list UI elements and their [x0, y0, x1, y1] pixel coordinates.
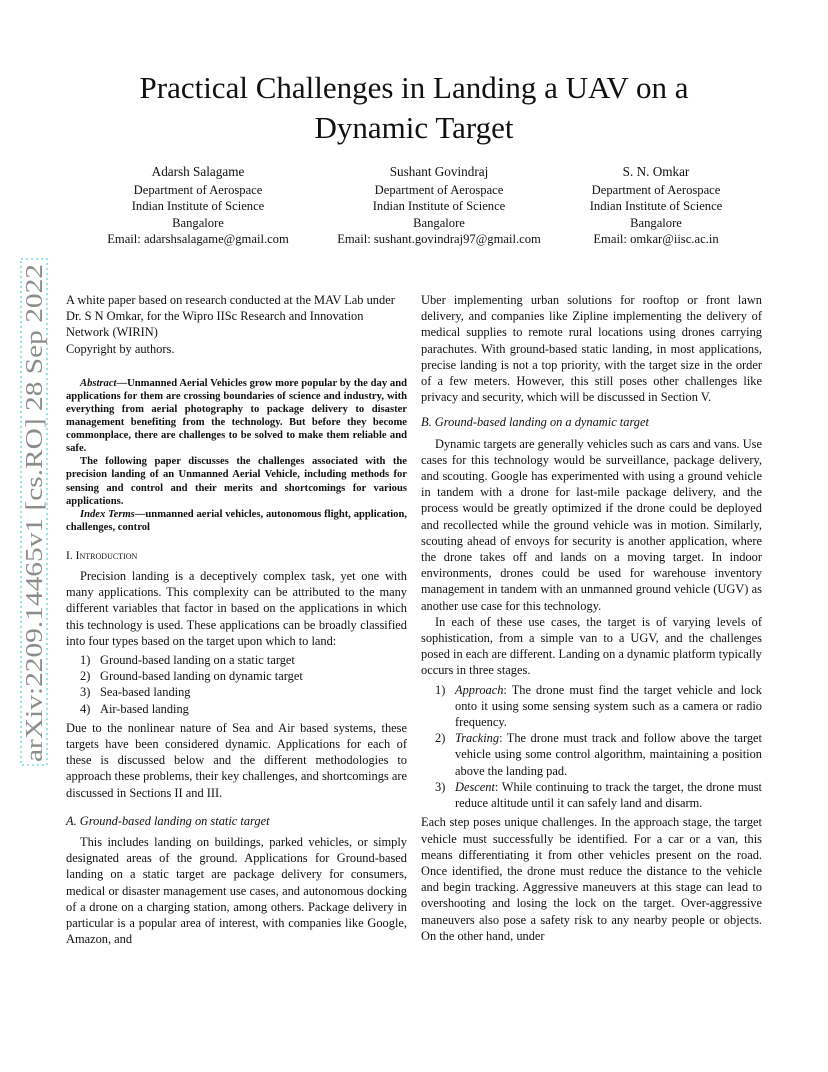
abstract-text: —Unmanned Aerial Vehicles grow more popular by the day and applications for them are crossing boundaries of science and industry, with everything from aerial photography to package delivery to disaster management benefiting from the technology. But before they become commonplace, there are challenges to be solved to make them reliable and safe. — [66, 377, 407, 455]
list-item: 2) Ground-based landing on dynamic target — [80, 669, 303, 684]
author-name: Sushant Govindraj — [389, 164, 489, 179]
arxiv-stamp-text: arXiv:2209.14465v1 [cs.RO] 28 Sep 2022 — [22, 355, 48, 762]
subsection-b-paragraph-2: In each of these use cases, the target is of varying levels of sophistication, from a simple van to a UGV, and the challenges posed in each are different. Landing on a dynamic platform typically occurs in three stages. — [421, 614, 762, 678]
left-column — [66, 292, 407, 947]
arxiv-stamp — [20, 258, 48, 766]
index-terms-text: —unmanned aerial vehicles, autonomous flight, application, challenges, control — [66, 508, 407, 533]
intro-paragraph-1: Precision landing is a deceptively complex task, yet one with many applications. This complexity can be attributed to the many different variables that factor in based on the applications in which this technology is used. These applications can be broadly classified into four types based on the target upon which to land: — [66, 568, 407, 648]
list-item: 3) Sea-based landing — [80, 685, 191, 700]
landing-types-list — [66, 652, 407, 717]
list-item: 3) Descent: While continuing to track the target, the drone must reduce altitude until it can safely land and disarm. — [435, 779, 762, 811]
list-item: 2) Tracking: The drone must track and follow above the target vehicle using some control algorithm, maintaining a position above the landing pad. — [435, 731, 762, 778]
author-city: Bangalore — [413, 215, 465, 230]
paper-title — [0, 68, 828, 148]
subsection-heading-a: A. Ground-based landing on static target — [66, 813, 270, 828]
right-column — [421, 292, 762, 944]
landing-stages-list — [421, 682, 762, 812]
author-name: Adarsh Salagame — [151, 164, 245, 179]
list-item: 1) Approach: The drone must find the target vehicle and lock onto it using some sensing system such as a camera or radio frequency. — [435, 682, 762, 730]
author-city: Bangalore — [172, 215, 224, 230]
author-city: Bangalore — [630, 215, 682, 230]
list-item: 1) Ground-based landing on a static target — [80, 652, 295, 667]
author-dept: Department of Aerospace — [133, 182, 263, 197]
author-institute: Indian Institute of Science — [372, 199, 506, 214]
copyright-line: Copyright by authors. — [66, 341, 175, 356]
subsection-b-paragraph-1: Dynamic targets are generally vehicles such as cars and vans. Use cases for this technology would be surveillance, package delivery, and scouting. Google has experimented with using a ground vehicle in tandem with a drone for last-mile package delivery, and the process would be greatly optimized if the drone could be deployed and recollected while the ground vehicle was in motion. Similarly, scouting ahead of envoys for security is another application, where the drone takes off and lands on a moving target. In indoor environments, drones could be used for warehouse inventory management in tandem with an unmanned ground vehicle (UGV) as another use case for this technology. — [421, 436, 762, 613]
abstract — [66, 377, 407, 534]
author-name: S. N. Omkar — [622, 164, 690, 179]
author-institute: Indian Institute of Science — [589, 199, 723, 214]
list-item: 4) Air-based landing — [80, 701, 189, 716]
author-block-3 — [576, 164, 736, 248]
author-email: Email: omkar@iisc.ac.in — [593, 232, 719, 247]
author-block-2 — [318, 164, 560, 248]
title-line-1: Practical Challenges in Landing a UAV on a — [139, 70, 689, 105]
abstract-text-2: The following paper discusses the challenges associated with the precision landing of an Unmanned Aerial Vehicle, including methods for sensing and control and their merits and shortcomings for various applications. — [66, 456, 407, 507]
abstract-label: Abstract — [80, 377, 117, 389]
author-institute: Indian Institute of Science — [131, 199, 265, 214]
author-dept: Department of Aerospace — [591, 182, 721, 197]
author-dept: Department of Aerospace — [374, 182, 504, 197]
subsection-b-paragraph-3: Each step poses unique challenges. In the approach stage, the target vehicle must successfully be identified. For a car or a van, this means differentiating it from other vehicles present on the road. Once identified, the drone must reduce the distance to the vehicle and begin tracking. Aggressive maneuvers at this stage can lead to overshooting and losing the lock on the target. Over-aggressive maneuvers also pose a safety risk to any nearby people or objects. On the other hand, under — [421, 815, 762, 943]
index-terms-label: Index Terms — [80, 508, 135, 520]
right-paragraph-1: Uber implementing urban solutions for rooftop or front lawn delivery, and companies like Zipline implementing the delivery of medical supplies to remote rural locations using drones carrying parachutes. With ground-based static landing, in most applications, precise landing is not a top priority, with the target size in the order of a few meters. However, this still poses other challenges like privacy and security, which will be discussed in Section V. — [421, 293, 762, 405]
section-heading-introduction: I. Introduction — [66, 548, 138, 562]
subsection-heading-b: B. Ground-based landing on a dynamic target — [421, 415, 649, 430]
intro-paragraph-2: Due to the nonlinear nature of Sea and Air based systems, these targets have been considered dynamic. Applications for each of these is discussed below and the different methodologies to approach these problems, their key challenges, and shortcomings are discussed in Sections II and III. — [66, 720, 407, 800]
white-paper-note: A white paper based on research conducted at the MAV Lab under Dr. S N Omkar, for the Wipro IISc Research and Innovation Network (WIRIN) — [66, 293, 395, 340]
subsection-a-paragraph: This includes landing on buildings, parked vehicles, or simply designated areas of the ground. Applications for Ground-based landing on a static target are package delivery for consumers, medical or disaster management use cases, and autonomous docking of a drone on a charging station, among others. Package delivery in particular is a popular area of interest, with companies like Google, Amazon, and — [66, 834, 407, 947]
author-email: Email: sushant.govindraj97@gmail.com — [337, 232, 541, 247]
author-block-1 — [96, 164, 300, 248]
author-email: Email: adarshsalagame@gmail.com — [107, 232, 289, 247]
title-line-2: Dynamic Target — [314, 110, 514, 145]
